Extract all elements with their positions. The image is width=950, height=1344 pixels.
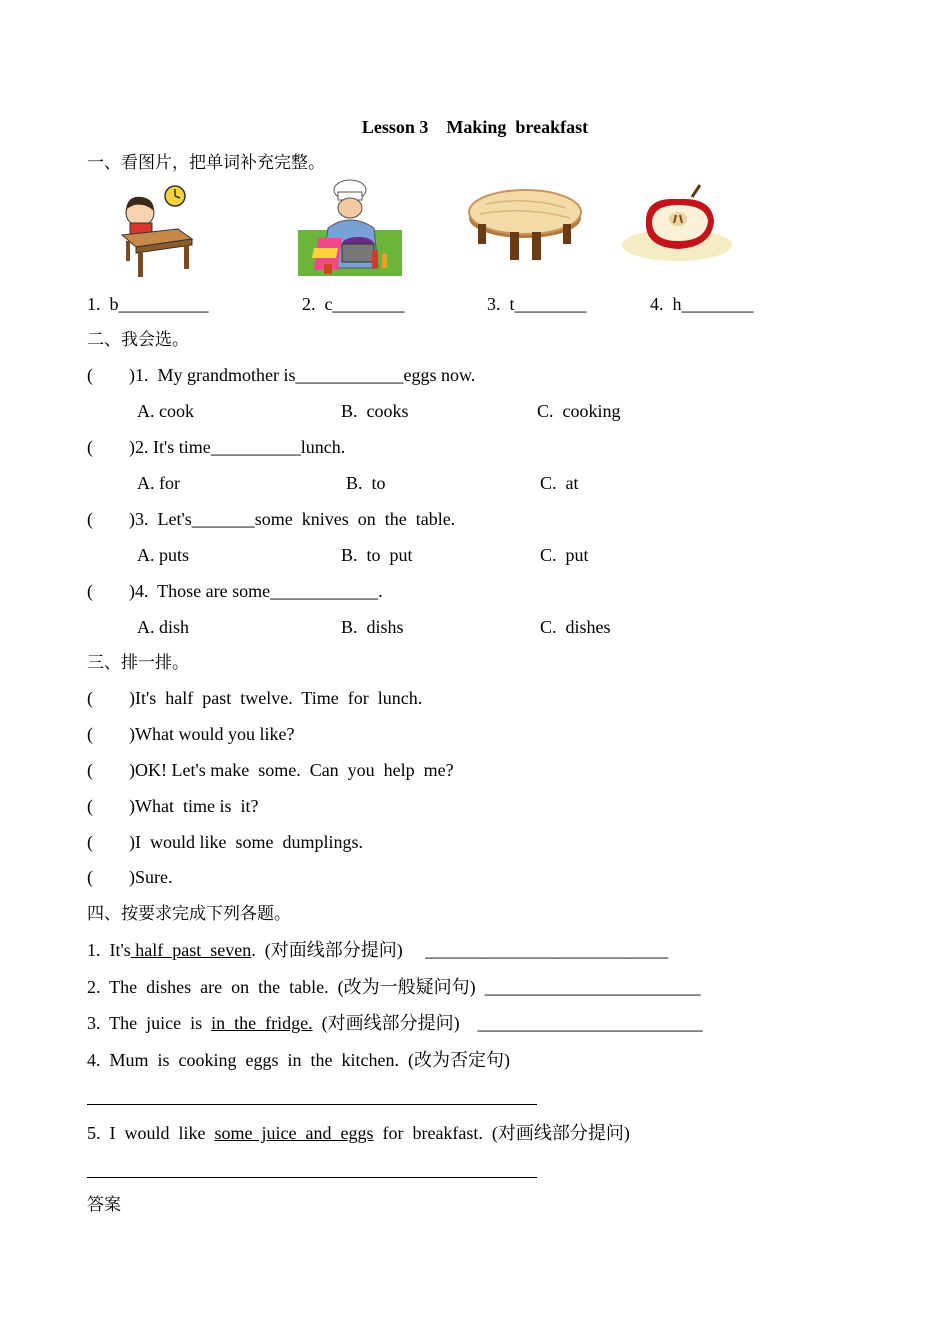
transform-question-2: 2. The dishes are on the table. (改为一般疑问句) ________________________ xyxy=(87,977,701,997)
q2-option-c: C. at xyxy=(540,473,579,493)
q3-text-end: (对画线部分提问) _________________________ xyxy=(312,1013,703,1033)
section2-heading: 二、我会选。 xyxy=(87,330,189,350)
section4-heading: 四、按要求完成下列各题。 xyxy=(87,904,291,924)
order-line-2: ( )What would you like? xyxy=(87,724,295,744)
q4-option-c: C. dishes xyxy=(540,617,611,637)
transform-question-1 xyxy=(87,939,668,961)
q1-option-c: C. cooking xyxy=(537,401,621,421)
q3-option-b: B. to put xyxy=(341,545,413,565)
blank-2: 2. c________ xyxy=(302,294,405,314)
choice-question-1: ( )1. My grandmother is____________eggs now. xyxy=(87,365,476,385)
transform-question-5 xyxy=(87,1122,630,1144)
q2-option-a: A. for xyxy=(137,473,180,493)
q1-option-b: B. cooks xyxy=(341,401,409,421)
q1-underlined-text: half past seven xyxy=(130,940,252,960)
choice-question-4: ( )4. Those are some____________. xyxy=(87,581,383,601)
page-title: Lesson 3 Making breakfast xyxy=(361,117,589,137)
transform-question-3 xyxy=(87,1012,703,1034)
blank-4: 4. h________ xyxy=(650,294,754,314)
q3-text-start: 3. The juice is xyxy=(87,1013,212,1033)
transform-question-4: 4. Mum is cooking eggs in the kitchen. (改为否定句) xyxy=(87,1050,510,1070)
q4-option-b: B. dishs xyxy=(341,617,404,637)
q4-option-a: A. dish xyxy=(137,617,190,637)
section1-heading: 一、看图片，把单词补充完整。 xyxy=(87,153,325,173)
blank-1: 1. b__________ xyxy=(87,294,209,314)
q1-text-start: 1. It's xyxy=(87,940,131,960)
q3-underlined-text: in the fridge. xyxy=(211,1013,313,1033)
q2-option-b: B. to xyxy=(346,473,386,493)
cut-apple-icon xyxy=(620,183,734,265)
section3-heading: 三、排一排。 xyxy=(87,653,189,673)
order-line-6: ( )Sure. xyxy=(87,867,173,887)
q1-text-end: . (对面线部分提问) ___________________________ xyxy=(251,940,669,960)
chef-cooking-icon xyxy=(298,178,402,276)
q3-option-c: C. put xyxy=(540,545,589,565)
blank-3: 3. t________ xyxy=(487,294,587,314)
q5-text-start: 5. I would like xyxy=(87,1123,215,1143)
order-line-5: ( )I would like some dumplings. xyxy=(87,832,363,852)
answer-line-4 xyxy=(87,1104,537,1105)
q1-option-a: A. cook xyxy=(137,401,194,421)
boy-at-desk-with-clock-icon xyxy=(118,183,198,281)
answer-label: 答案 xyxy=(87,1195,121,1215)
round-table-icon xyxy=(466,186,584,268)
answer-line-5 xyxy=(87,1177,537,1178)
choice-question-3: ( )3. Let's_______some knives on the table. xyxy=(87,509,456,529)
order-line-1: ( )It's half past twelve. Time for lunch. xyxy=(87,688,423,708)
q5-underlined-text: some juice and eggs xyxy=(214,1123,374,1143)
order-line-4: ( )What time is it? xyxy=(87,796,259,816)
q5-text-end: for breakfast. (对画线部分提问) xyxy=(373,1123,630,1143)
choice-question-2: ( )2. It's time__________lunch. xyxy=(87,437,346,457)
q3-option-a: A. puts xyxy=(137,545,190,565)
order-line-3: ( )OK! Let's make some. Can you help me? xyxy=(87,760,454,780)
